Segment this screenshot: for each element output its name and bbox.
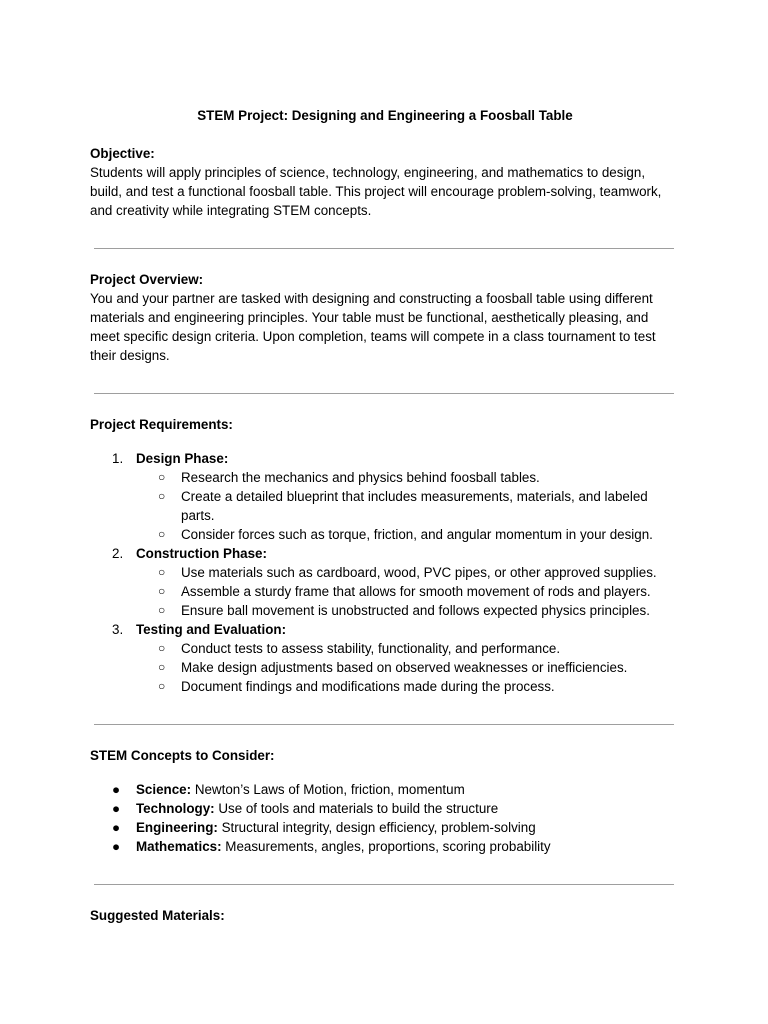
phase-list (90, 449, 680, 696)
phase-item-construction (90, 544, 680, 620)
list-item: ○ Consider forces such as torque, friction, and angular momentum in your design. (158, 527, 653, 542)
circle-bullet-icon: ○ (158, 565, 166, 579)
phase-number: 3. (112, 622, 124, 637)
list-item: ○ Create a detailed blueprint that includes measurements, materials, and labeled parts. (158, 489, 648, 523)
dot-bullet-icon: ● (112, 801, 121, 816)
list-item: ○ Conduct tests to assess stability, functionality, and performance. (158, 641, 561, 656)
requirements-section (90, 415, 680, 696)
circle-bullet-icon: ○ (158, 641, 166, 655)
phase-number: 2. (112, 546, 124, 561)
phase-item-testing (90, 620, 680, 696)
materials-section (90, 906, 680, 925)
concept-list (90, 780, 680, 856)
concepts-heading: STEM Concepts to Consider: (90, 748, 275, 763)
requirements-heading: Project Requirements: (90, 417, 233, 432)
list-item: ○ Use materials such as cardboard, wood, PVC pipes, or other approved supplies. (158, 565, 657, 580)
list-item: ○ Make design adjustments based on observed weaknesses or inefficiencies. (158, 660, 628, 675)
list-item: ○ Ensure ball movement is unobstructed and follows expected physics principles. (158, 603, 650, 618)
concepts-section (90, 746, 680, 856)
phase-task-list (136, 468, 680, 544)
dot-bullet-icon: ● (112, 839, 121, 854)
list-item: ○ Assemble a sturdy frame that allows for smooth movement of rods and players. (158, 584, 651, 599)
objective-section (90, 144, 680, 220)
dot-bullet-icon: ● (112, 782, 121, 797)
circle-bullet-icon: ○ (158, 527, 166, 541)
materials-heading: Suggested Materials: (90, 908, 225, 923)
phase-title: Testing and Evaluation: (136, 622, 287, 637)
phase-task-list (136, 563, 680, 620)
circle-bullet-icon: ○ (158, 584, 166, 598)
objective-heading: Objective: (90, 146, 155, 161)
list-item: ○ Document findings and modifications made during the process. (158, 679, 555, 694)
circle-bullet-icon: ○ (158, 603, 166, 617)
objective-text: Students will apply principles of science, technology, engineering, and mathematics to design, build, and test a functional foosball table. This project will encourage problem-solving, teamwork, and creativity while integrating STEM concepts. (90, 165, 662, 218)
list-item: ○ Research the mechanics and physics behind foosball tables. (158, 470, 540, 485)
overview-section (90, 270, 680, 365)
concept-item-mathematics: ● Mathematics: Measurements, angles, proportions, scoring probability (112, 839, 551, 854)
phase-title: Construction Phase: (136, 546, 267, 561)
phase-task-list (136, 639, 680, 696)
phase-title: Design Phase: (136, 451, 229, 466)
overview-heading: Project Overview: (90, 272, 204, 287)
circle-bullet-icon: ○ (158, 470, 166, 484)
document-page (90, 106, 680, 925)
document-title: STEM Project: Designing and Engineering a Foosball Table (197, 108, 573, 123)
circle-bullet-icon: ○ (158, 660, 166, 674)
circle-bullet-icon: ○ (158, 679, 166, 693)
overview-text: You and your partner are tasked with designing and constructing a foosball table using different materials and engineering principles. Your table must be functional, aesthetically pleasing, and meet specific design criteria. Upon completion, teams will compete in a class tournament to test their designs. (90, 291, 656, 363)
phase-number: 1. (112, 451, 124, 466)
concept-item-technology: ● Technology: Use of tools and materials to build the structure (112, 801, 499, 816)
concept-item-engineering: ● Engineering: Structural integrity, design efficiency, problem-solving (112, 820, 536, 835)
phase-item-design (90, 449, 680, 544)
dot-bullet-icon: ● (112, 820, 121, 835)
concept-item-science: ● Science: Newton’s Laws of Motion, friction, momentum (112, 782, 465, 797)
circle-bullet-icon: ○ (158, 489, 166, 503)
